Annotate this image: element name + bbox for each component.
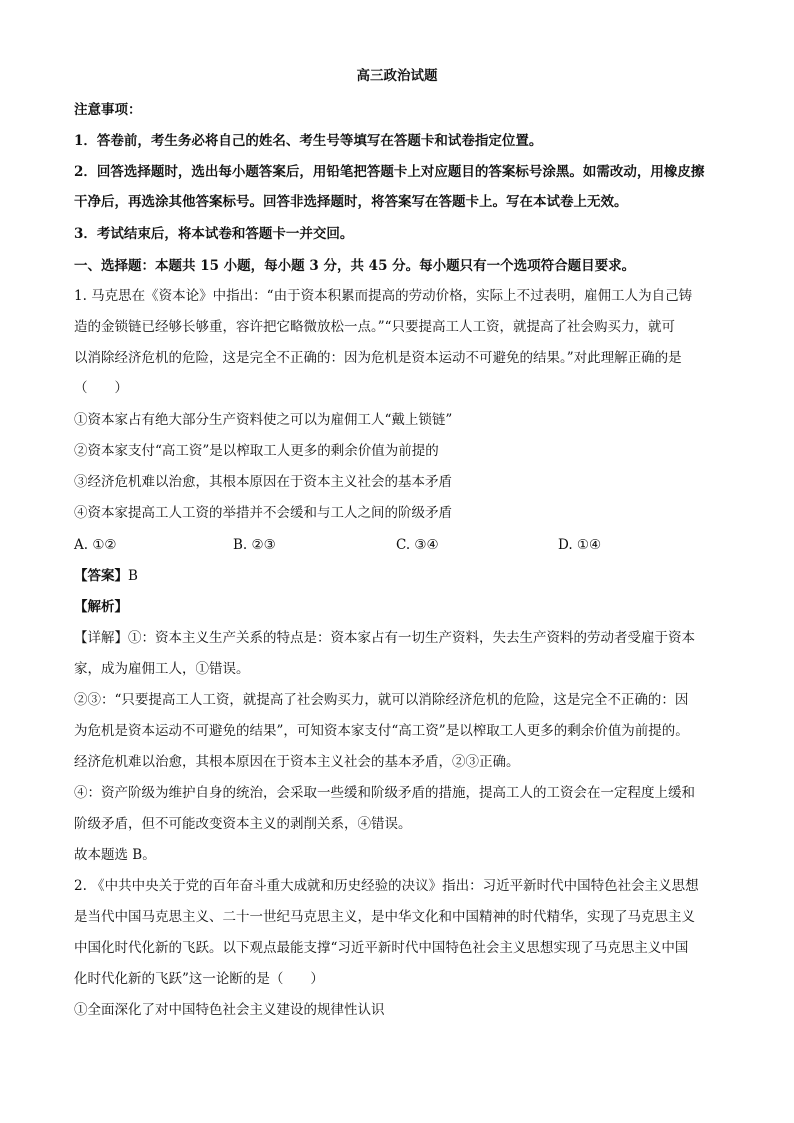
q2-stem-line: 是当代中国马克思主义、二十一世纪马克思主义，是中华文化和中国精神的时代精华，实现了马克思主义 xyxy=(74,909,695,925)
q1-statement: ④资本家提高工人工资的举措并不会缓和与工人之间的阶级矛盾 xyxy=(74,505,452,521)
notice-item: 干净后，再选涂其他答案标号。回答非选择题时，将答案写在答题卡上。写在本试卷上无效。 xyxy=(74,194,628,210)
q1-answer xyxy=(74,566,724,586)
analysis-line: 经济危机难以治愈，其根本原因在于资本主义社会的基本矛盾，②③正确。 xyxy=(74,754,520,770)
q1-stem-line: 造的金锁链已经够长够重，容许把它略微放松一点。”“只要提高工人工资，就提高了社会购买力，就可 xyxy=(74,319,676,335)
analysis-label: 【解析】 xyxy=(74,599,128,615)
q1-option-d: D. ①④ xyxy=(558,537,602,553)
notice-heading: 注意事项： xyxy=(74,102,142,118)
answer-value: B xyxy=(128,568,138,584)
notice-item: 1．答卷前，考生务必将自己的姓名、考生号等填写在答题卡和试卷指定位置。 xyxy=(74,133,543,149)
q1-statement: ①资本家占有绝大部分生产资料使之可以为雇佣工人“戴上锁链” xyxy=(74,412,453,428)
q1-stem-line: 1. 马克思在《资本论》中指出：“由于资本积累而提高的劳动价格，实际上不过表明，雇佣工人为自己铸 xyxy=(74,288,693,304)
analysis-line: ④：资产阶级为维护自身的统治，会采取一些缓和阶级矛盾的措施，提高工人的工资会在一定程度上缓和 xyxy=(74,785,695,801)
q2-stem-line: 2. 《中共中央关于党的百年奋斗重大成就和历史经验的决议》指出：习近平新时代中国特色社会主义思想 xyxy=(74,878,699,894)
analysis-line: ②③：“只要提高工人工资，就提高了社会购买力，就可以消除经济危机的危险，这是完全不正确的：因 xyxy=(74,692,689,708)
section-heading: 一、选择题：本题共 15 小题，每小题 3 分，共 45 分。每小题只有一个选项符合题目要求。 xyxy=(74,258,636,274)
answer-label: 【答案】 xyxy=(74,568,128,584)
q1-statement: ③经济危机难以治愈，其根本原因在于资本主义社会的基本矛盾 xyxy=(74,474,452,490)
q1-statement: ②资本家支付“高工资”是以榨取工人更多的剩余价值为前提的 xyxy=(74,443,439,459)
page-title: 高三政治试题 xyxy=(356,68,438,84)
q1-stem-line: 以消除经济危机的危险，这是完全不正确的：因为危机是资本运动不可避免的结果。”对此理解正确的是 xyxy=(74,350,682,366)
q1-option-a: A. ①② xyxy=(74,537,117,553)
q2-statement: ①全面深化了对中国特色社会主义建设的规律性认识 xyxy=(74,1002,385,1018)
q1-stem-line: （ ） xyxy=(74,380,128,396)
q2-stem-line: 中国化时代化新的飞跃。以下观点最能支撑“习近平新时代中国特色社会主义思想实现了马克思主义中国 xyxy=(74,940,689,956)
q1-option-b: B. ②③ xyxy=(233,537,276,553)
q2-stem-line: 化时代化新的飞跃”这一论断的是（ ） xyxy=(74,971,324,987)
analysis-line: 阶级矛盾，但不可能改变资本主义的剥削关系，④错误。 xyxy=(74,816,412,832)
analysis-line: 家，成为雇佣工人，①错误。 xyxy=(74,661,250,677)
notice-item: 3．考试结束后，将本试卷和答题卡一并交回。 xyxy=(74,226,354,242)
q1-option-c: C. ③④ xyxy=(396,537,439,553)
analysis-line: 为危机是资本运动不可避免的结果”，可知资本家支付“高工资”是以榨取工人更多的剩余价值为前提的。 xyxy=(74,723,689,739)
notice-item: 2．回答选择题时，选出每小题答案后，用铅笔把答题卡上对应题目的答案标号涂黑。如需改动，用橡皮擦 xyxy=(74,164,705,180)
analysis-line: 【详解】①：资本主义生产关系的特点是：资本家占有一切生产资料，失去生产资料的劳动者受雇于资本 xyxy=(74,630,695,646)
analysis-line: 故本题选 B。 xyxy=(74,847,156,863)
